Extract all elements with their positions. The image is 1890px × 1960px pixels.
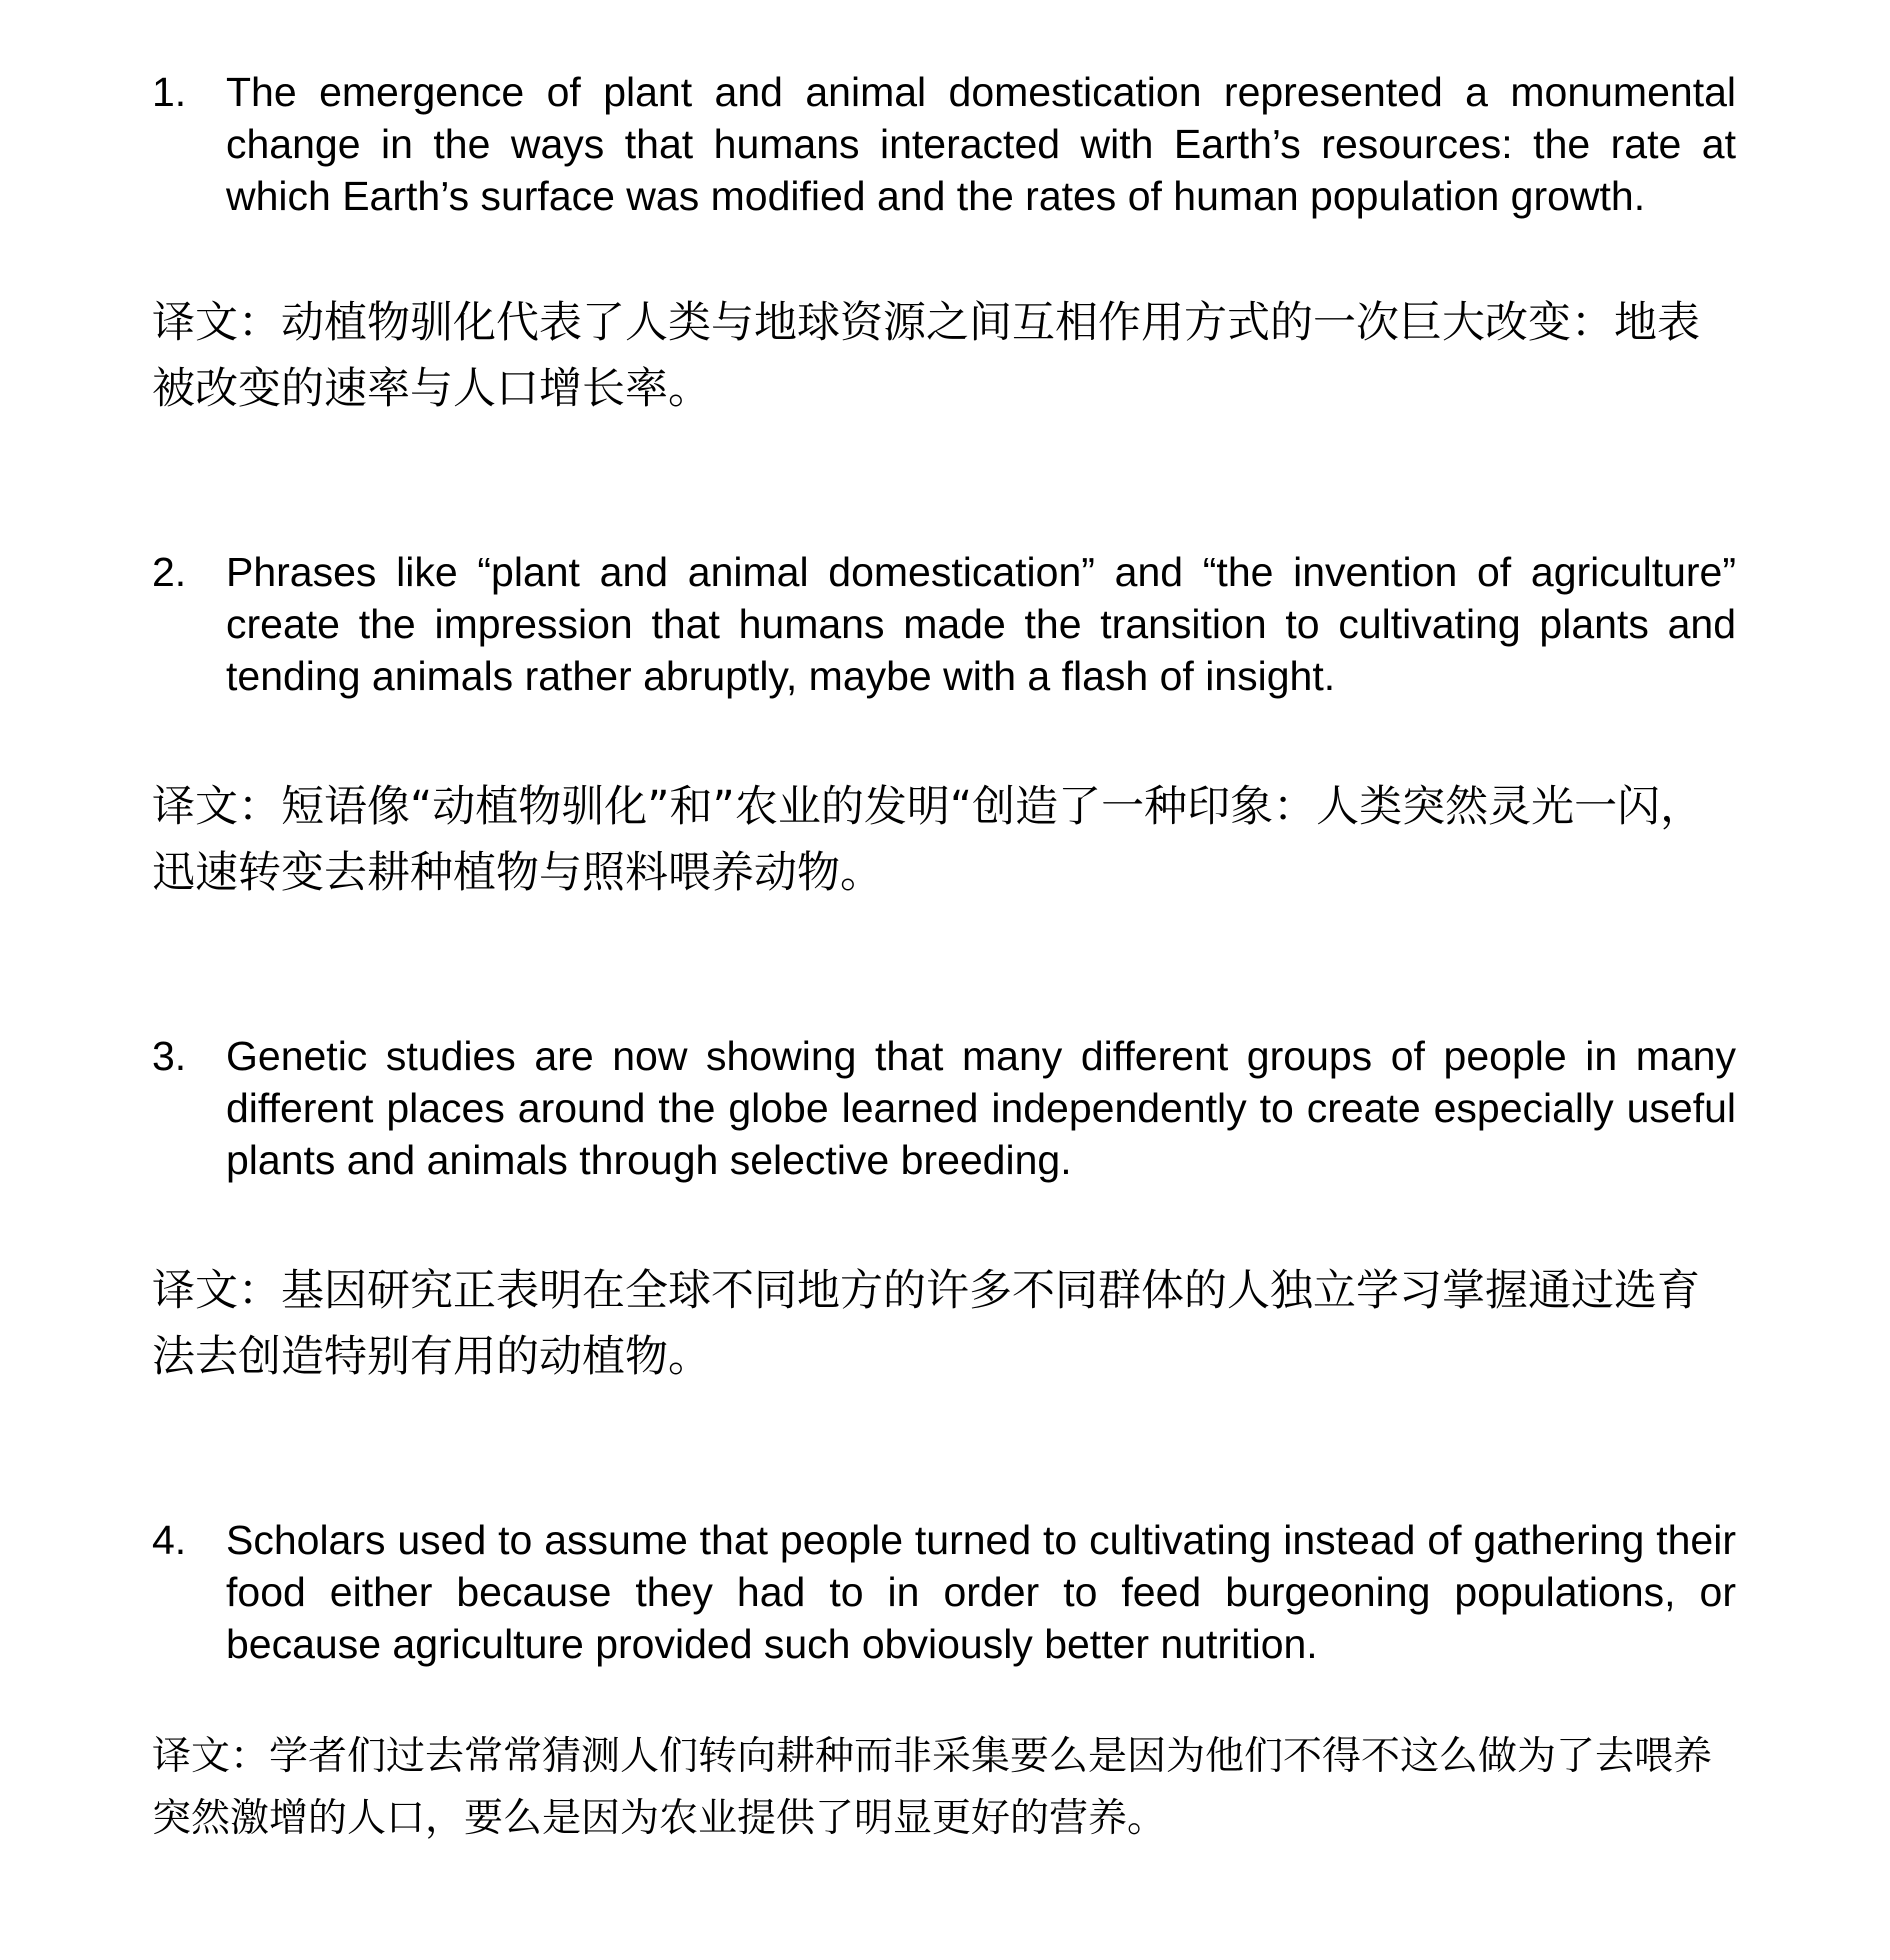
english-sentence: Phrases like “plant and animal domestication” and “the invention of agriculture” create the impression that humans made the transition to cultivating plants and tending animals rather abruptly, maybe with a flash of insight.	[226, 549, 1736, 699]
english-sentence: Genetic studies are now showing that many different groups of people in many different places around the globe learned independently to create especially useful plants and animals through selective breeding.	[226, 1033, 1736, 1183]
item-number: 2.	[152, 549, 187, 595]
english-sentence: Scholars used to assume that people turned to cultivating instead of gathering their food either because they had to in order to feed burgeoning populations, or because agriculture provided such obviously better nutrition.	[226, 1517, 1736, 1667]
chinese-translation: 译文：动植物驯化代表了人类与地球资源之间互相作用方式的一次巨大改变：地表被改变的速率与人口增长率。	[152, 298, 1700, 414]
item-number: 1.	[152, 69, 187, 115]
chinese-translation: 译文：短语像“动植物驯化”和”农业的发明“创造了一种印象：人类突然灵光一闪，迅速转变去耕种植物与照料喂养动物。	[152, 782, 1704, 898]
item-number: 4.	[152, 1517, 187, 1563]
document-page	[152, 66, 1736, 1850]
list-item	[152, 1514, 1736, 1670]
list-item	[152, 66, 1736, 222]
list-item	[152, 546, 1736, 702]
chinese-translation: 译文：学者们过去常常猜测人们转向耕种而非采集要么是因为他们不得不这么做为了去喂养突然激增的人口，要么是因为农业提供了明显更好的营养。	[152, 1734, 1713, 1841]
chinese-translation: 译文：基因研究正表明在全球不同地方的许多不同群体的人独立学习掌握通过选育法去创造特别有用的动植物。	[152, 1266, 1700, 1382]
item-number: 3.	[152, 1033, 187, 1079]
english-sentence: The emergence of plant and animal domestication represented a monumental change in the ways that humans interacted with Earth’s resources: the rate at which Earth’s surface was modified and the rates of human population growth.	[226, 69, 1736, 219]
list-item	[152, 1030, 1736, 1186]
